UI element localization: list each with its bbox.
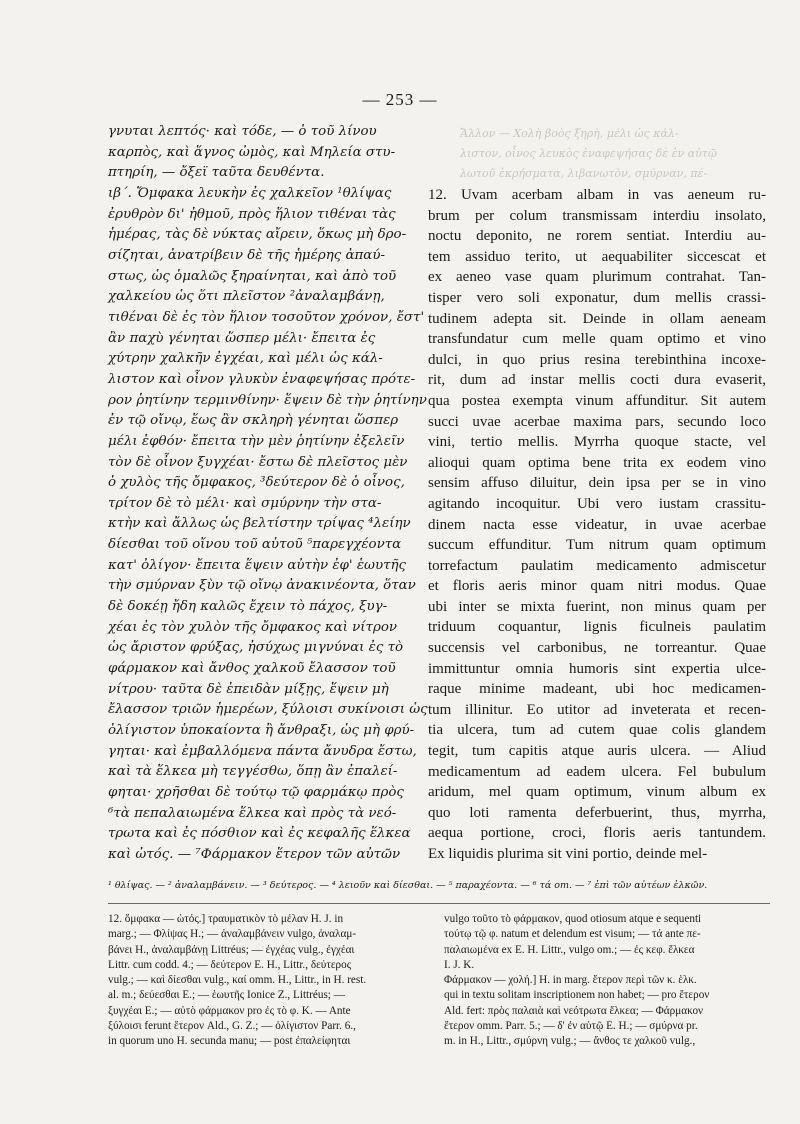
greek-text-line: νίτρου· ταῦτα δὲ ἐπειδὰν μίξῃς, ἕψειν μὴ bbox=[108, 681, 389, 697]
apparatus-line: Ald. fert: πρὸς παλαιὰ καὶ νεότρωτα ἕλκεα; — Φάρμακον bbox=[444, 1004, 704, 1017]
apparatus-line: ἕτερον omm. Parr. 5.; — δ' ἐν αὐτῷ E. H.; — σμύρνα pr. bbox=[444, 1020, 698, 1033]
latin-text-line: torrefactum paulatim medicamento admiscetur bbox=[428, 557, 766, 574]
apparatus-line: Littr. cum codd. 4.; — δεύτερον E. H., Littr., δεύτερος bbox=[108, 958, 352, 971]
greek-text-line: καὶ τὰ ἕλκεα μὴ τεγγέσθω, ὅπῃ ἂν ἐπαλεί- bbox=[108, 764, 398, 780]
latin-text-line: rit, dum ad instar mellis cocti dura evaserit, bbox=[428, 372, 766, 389]
greek-text-line: ⁶τὰ πεπαλαιωμένα ἕλκεα καὶ πρὸς τὰ νεό- bbox=[108, 805, 397, 821]
apparatus-line: τούτῳ τῷ φ. natum et delendum est visum; — τά ante πε- bbox=[444, 928, 701, 941]
greek-text-column bbox=[108, 122, 428, 866]
greek-text-line: τρωτα καὶ ἐς πόσθιον καὶ ἐς κεφαλῆς ἕλκεα bbox=[108, 826, 411, 842]
greek-text-line: ἔλασσον τριῶν ἡμερέων, ξύλοισι συκίνοισι ὡς bbox=[108, 702, 428, 718]
greek-text-line: κατ' ὀλίγον· ἔπειτα ἕψειν αὐτὴν ἐφ' ἑωυτῆς bbox=[108, 557, 407, 573]
greek-text-line: χαλκείου ὡς ὅτι πλεῖστον ²ἀναλαμβάνῃ, bbox=[108, 289, 385, 305]
apparatus-line: vulgo τοῦτο τὸ φάρμακον, quod otiosum atque e sequenti bbox=[444, 913, 702, 925]
greek-text-line: ἐν τῷ οἴνῳ, ἕως ἂν σκληρὴ γένηται ὥσπερ bbox=[108, 413, 399, 429]
apparatus-line: Φάρμακον — χολή.] H. in marg. ἕτερον περὶ τῶν κ. ἑλκ. bbox=[444, 974, 697, 987]
latin-text-line: quo loti ramenta deferbuerint, thus, myrrha, bbox=[428, 804, 766, 821]
latin-text-line: triduum coquantur, lignis ficulneis paulatim bbox=[428, 619, 766, 636]
latin-text-line: tegit, tum capitis atque auris ulcera. — Aliud bbox=[428, 743, 766, 760]
latin-text-line: immittuntur omnia humoris sint expertia ulce- bbox=[428, 660, 766, 677]
greek-text-line: ιβ΄. Ὄμφακα λευκὴν ἐς χαλκεῖον ¹θλίψας bbox=[108, 185, 392, 201]
apparatus-line: marg.; — Φλίψας H.; — ἀναλαμβάνειν vulgo, ἀναλαμ- bbox=[108, 928, 357, 941]
latin-text-line: succum effunditur. Tum nitrum quam optimum bbox=[428, 537, 766, 554]
page-number: — 253 — bbox=[362, 90, 438, 109]
latin-text-line: agitando incoquitur. Ubi vero iustam crassitu- bbox=[428, 495, 766, 512]
latin-text-line: aridum, mel quam optimum, vinum album ex bbox=[428, 784, 766, 801]
greek-text-line: ἂν παχὺ γένηται ὥσπερ μέλι· ἔπειτα ἐς bbox=[108, 330, 376, 346]
latin-text-line: ubi inter se mixta fuerint, non minus quam per bbox=[428, 598, 766, 615]
apparatus-line: I. J. K. bbox=[444, 958, 475, 971]
greek-text-line: τρίτον δὲ τὸ μέλι· καὶ σμύρνην τὴν στα- bbox=[108, 495, 382, 511]
latin-text-line: Ex liquidis plurima sit vini portio, deinde mel- bbox=[428, 846, 708, 862]
latin-text-line: transfundatur cum melle quam optimo et vino bbox=[428, 331, 766, 348]
bleed-through-line: λιστον, οἶνος λευκὸς ἑναφεψήσας δὲ ἐν αὐτῷ bbox=[460, 147, 717, 160]
greek-text-line: ὡς ἄριστον φρύξας, ἠσύχως μιγνύναι ἐς τὸ bbox=[108, 640, 404, 656]
apparatus-line: 12. ὄμφακα — ὠτός.] τραυματικὸν τὸ μέλαν H. J. in bbox=[108, 913, 344, 925]
greek-text-line: ἐρυθρὸν δι' ἠθμοῦ, πρὸς ἥλιον τιθέναι τὰς bbox=[108, 206, 396, 222]
greek-text-line: ὁ χυλὸς τῆς ὄμφακος, ³δεύτερον δὲ ὁ οἶνος, bbox=[108, 475, 405, 491]
latin-text-line: medicamentum ad eadem ulcera. Fel bubulum bbox=[428, 763, 766, 780]
bleed-through-line: λωτοῦ ἐκρήσματα, λιβανωτὸν, σμύρναν, πέ- bbox=[460, 167, 708, 180]
apparatus-line: qui in textu solitam inscriptionem non habet; — pro ἕτερον bbox=[444, 989, 710, 1002]
greek-text-line: φάρμακον καὶ ἄνθος χαλκοῦ ἔλασσον τοῦ bbox=[108, 661, 396, 677]
critical-apparatus-right bbox=[444, 912, 770, 1050]
footnote-references: ¹ θλίψας. — ² ἀναλαμβάνειν. — ³ δεύτερος. — ⁴ λειοῦν καὶ δίεσθαι. — ⁵ παραχέοντα. — ⁶ τά om. — ⁷ ἐπὶ τῶν αὐτέων ἑλκῶν. bbox=[108, 880, 708, 891]
latin-text-line: noctu deponito, ne rorem sentiat. Interdiu au- bbox=[428, 228, 766, 245]
greek-text-line: πτηρίη, — ὄξεϊ ταῦτα δευθέντα. bbox=[108, 165, 325, 181]
bleed-through-line: Ἄλλον — Χολὴ βοὸς ξηρὴ, μέλι ὡς κάλ- bbox=[460, 127, 679, 140]
apparatus-line: βάνει H., ἀναλαμβάνῃ Littréus; — ἐγχέας vulg., ἐγχέαι bbox=[108, 943, 355, 956]
greek-text-line: τὸν δὲ οἶνον ξυγχέαι· ἔστω δὲ πλεῖστος μὲν bbox=[108, 454, 408, 470]
greek-text-line: δὲ δοκέῃ ἤδη καλῶς ἔχειν τὸ πάχος, ξυγ- bbox=[108, 599, 388, 615]
latin-text-line: raque minime madeant, ubi hoc medicamen- bbox=[428, 681, 766, 698]
latin-text-line: dinem nacta esse videatur, in uvae acerbae bbox=[428, 516, 766, 533]
apparatus-line: vulg.; — καὶ δίεσθαι vulg., καί omm. H., Littr., in H. rest. bbox=[108, 974, 367, 987]
greek-text-line: τιθέναι δὲ ἐς τὸν ἥλιον τοσοῦτον χρόνον, ἔστ' bbox=[108, 309, 425, 325]
latin-text-line: succi uvae acerbae maxima pars, secundo loco bbox=[428, 413, 766, 430]
latin-text-line: tem assiduo terito, ut aequabiliter siccescat et bbox=[428, 248, 766, 265]
latin-text-column bbox=[428, 185, 766, 865]
critical-apparatus-left bbox=[108, 912, 434, 1050]
greek-text-line: λιστον καὶ οἶνον γλυκὺν ἐναφεψήσας πρότε- bbox=[108, 371, 416, 387]
apparatus-line: m. in H., Littr., σμύρνη vulg.; — ἄνθος τε χαλκοῦ vulg., bbox=[444, 1035, 696, 1048]
greek-text-line: χέαι ἐς τὸν χυλὸν τῆς ὄμφακος καὶ νίτρον bbox=[108, 619, 398, 635]
latin-text-line: dulci, in quo prius resina terebinthina incoxe- bbox=[428, 351, 766, 368]
greek-text-line: ἡμέρας, τὰς δὲ νύκτας αἴρειν, ὅκως μὴ δρο- bbox=[108, 227, 407, 243]
latin-text-line: tia ulcera, tum ad cutem quae colis glandem bbox=[428, 722, 766, 739]
greek-text-line: γνυται λεπτός· καὶ τόδε, — ὁ τοῦ λίνου bbox=[108, 124, 377, 139]
greek-text-line: γηται· καὶ ἐμβαλλόμενα πάντα ἄνυδρα ἔστω, bbox=[108, 743, 417, 759]
apparatus-line: παλαιωμένα ex E. H. Littr., vulgo om.; — ἐς κεφ. ἕλκεα bbox=[444, 943, 695, 956]
greek-text-line: καὶ ὠτός. — ⁷Φάρμακον ἕτερον τῶν αὐτῶν bbox=[108, 846, 401, 862]
greek-text-line: κτὴν καὶ ἄλλως ὡς βελτίστην τρίψας ⁴λείην bbox=[108, 516, 411, 532]
apparatus-line: al. m.; δεύεσθαι E.; — ἑωυτῆς Ionice Z., Littréus; — bbox=[108, 989, 345, 1002]
latin-text-line: ex aeneo vase quam plurimum contrahat. Tan- bbox=[428, 269, 766, 286]
greek-text-line: ὀλίγιστον ὑποκαίοντα ἢ ἄνθραξι, ὡς μὴ φρύ- bbox=[108, 723, 415, 739]
latin-text-line: succensis vel carbonibus, ne torreantur. Quae bbox=[428, 640, 766, 657]
latin-text-line: alioqui quam optima bene trita ex eodem vino bbox=[428, 454, 766, 471]
greek-text-line: ρον ῥητίνην τερμινθίνην· ἕψειν δὲ τὴν ῥητίνην bbox=[108, 392, 427, 408]
latin-text-line: tisper vero soli exponatur, dum mellis crassi- bbox=[428, 289, 766, 306]
greek-text-line: μέλι ἑφθόν· ἔπειτα τὴν μὲν ῥητίνην ἐξελεῖν bbox=[108, 433, 405, 449]
greek-text-line: σίζηται, ἀνατρίβειν δὲ τῆς ἡμέρης ἀπαύ- bbox=[108, 247, 386, 263]
greek-text-line: καρπὸς, καὶ ἅγνος ὠμὸς, καὶ Μηλεία στυ- bbox=[108, 144, 396, 160]
apparatus-line: ξύλοισι ferunt ἔτερον Ald., G. Z.; — ὀλίγιστον Parr. 6., bbox=[108, 1020, 356, 1033]
latin-text-line: qua postea exempta vinum affunditur. Sit autem bbox=[428, 392, 766, 409]
latin-text-line: tum illinitur. Eo utitor ad inveterata et recen- bbox=[428, 701, 766, 718]
latin-text-line: sensim affuso diluitur, dein ipsa per se in vino bbox=[428, 475, 766, 492]
latin-text-line: tudinem adepta sit. Deinde in ollam aeneam bbox=[428, 310, 766, 327]
apparatus-line: ξυγχέαι E.; — αὐτὸ φάρμακον pro ἐς τὸ φ. K. — Ante bbox=[108, 1004, 351, 1017]
bleed-through-text bbox=[460, 124, 770, 184]
footnote-divider bbox=[108, 903, 770, 904]
apparatus-line: in quorum uno H. secunda manu; — post ἐπαλείφηται bbox=[108, 1035, 351, 1048]
latin-text-line: brum per colum transmissam interdiu insolato, bbox=[428, 207, 766, 224]
greek-text-line: στως, ὡς ὁμαλῶς ξηραίνηται, καὶ ἀπὸ τοῦ bbox=[108, 268, 397, 284]
latin-text-line: aequa portione, croci, floris aeris tantundem. bbox=[428, 825, 766, 842]
greek-text-line: τὴν σμύρναν ξὺν τῷ οἴνῳ ἀνακινέοντα, ὅταν bbox=[108, 578, 416, 594]
latin-text-line: vini, tertio mellis. Myrrha quoque stacte, vel bbox=[428, 434, 766, 451]
greek-text-line: χύτρην χαλκῆν ἐγχέαι, καὶ μέλι ὡς κάλ- bbox=[108, 351, 383, 367]
greek-text-line: φηται· χρῆσθαι δὲ τούτῳ τῷ φαρμάκῳ πρὸς bbox=[108, 785, 404, 800]
greek-text-line: δίεσθαι τοῦ οἴνου τοῦ αὐτοῦ ⁵παρεγχέοντα bbox=[108, 537, 402, 553]
latin-text-line: et floris aeris minor quam nitri modus. Quae bbox=[428, 578, 766, 595]
latin-text-line: 12. Uvam acerbam albam in vas aeneum ru- bbox=[428, 187, 766, 203]
